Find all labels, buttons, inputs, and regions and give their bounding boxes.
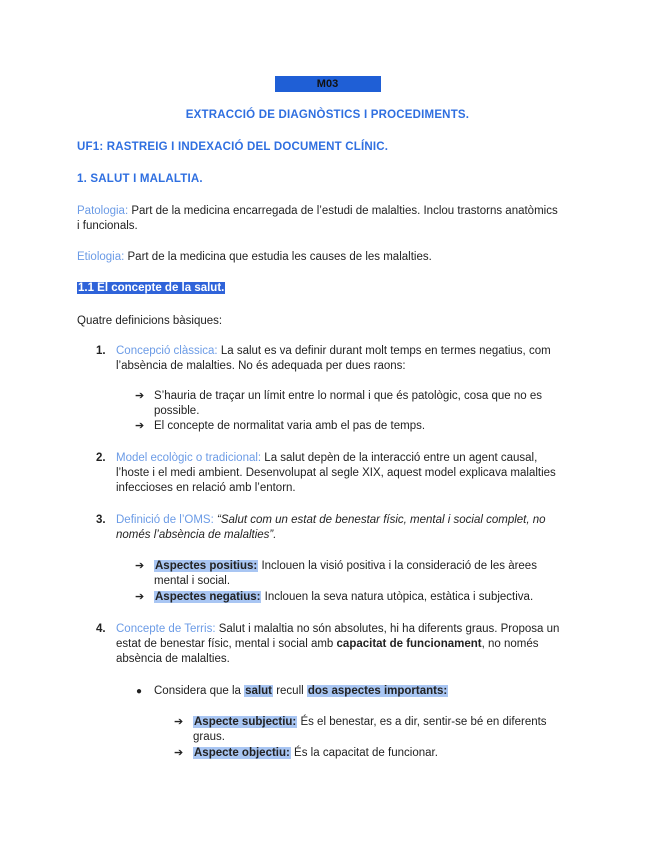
list-item-cont: l’absència de malalties. No és adequada per dues raons: — [116, 360, 406, 372]
bullet-icon: ● — [136, 686, 143, 697]
definition-text: Part de la medicina encarregada de l’estudi de malalties. Inclou trastorns anatòmics — [128, 205, 558, 217]
highlighted-term: dos aspectes importants: — [307, 685, 448, 697]
sub-item: Aspecte objectiu: És la capacitat de funcionar. — [194, 747, 438, 759]
highlighted-term: Aspecte subjectiu: — [194, 716, 297, 728]
arrow-icon: ➔ — [174, 747, 184, 759]
definition-patologia — [77, 204, 558, 219]
arrow-icon: ➔ — [174, 716, 184, 728]
list-item: Concepte de Terris: Salut i malaltia no són absolutes, hi ha diferents graus. Proposa un — [116, 623, 560, 635]
document-title: EXTRACCIÓ DE DIAGNÒSTICS I PROCEDIMENTS. — [185, 109, 470, 121]
sub-item-cont: mental i social. — [154, 575, 231, 587]
arrow-icon: ➔ — [135, 420, 145, 432]
sub-item: Aspectes negatius: Inclouen la seva natura utòpica, estàtica i subjectiva. — [155, 591, 534, 603]
subsection-heading — [77, 281, 225, 296]
item-number: 4. — [96, 623, 106, 635]
definition-patologia-cont: i funcionals. — [77, 220, 138, 232]
definition-term: Etiologia: — [77, 251, 125, 263]
list-item: Concepció clàssica: La salut es va definir durant molt temps en termes negatius, com — [116, 345, 551, 357]
unit-heading: UF1: RASTREIG I INDEXACIÓ DEL DOCUMENT CLÍNIC. — [77, 141, 389, 153]
bullet-item: Considera que la salut recull dos aspectes importants: — [154, 685, 448, 697]
list-item-cont: estat de benestar físic, mental i social amb capacitat de funcionament, no només — [116, 638, 539, 650]
item-term: Concepció clàssica: — [116, 345, 218, 357]
definition-term: Patologia: — [77, 205, 129, 217]
list-item: Definició de l’OMS: “Salut com un estat de benestar físic, mental i social complet, no — [116, 514, 546, 526]
definition-etiologia — [77, 250, 432, 265]
item-number: 2. — [96, 452, 106, 464]
sub-item: El concepte de normalitat varia amb el pas de temps. — [154, 420, 426, 432]
arrow-icon: ➔ — [135, 560, 145, 572]
highlighted-term: Aspecte objectiu: — [194, 747, 290, 759]
definition-text: Part de la medicina que estudia les causes de les malalties. — [124, 251, 432, 263]
arrow-icon: ➔ — [135, 390, 145, 402]
list-item-cont: només l’absència de malalties”. — [116, 529, 277, 541]
module-badge: M03 — [275, 76, 381, 92]
list-item-cont: l’hoste i el medi ambient. Desenvolupat al segle XIX, aquest model explicava malalties — [116, 467, 556, 479]
highlighted-term: Aspectes positius: — [155, 560, 258, 572]
highlighted-term: Aspectes negatius: — [155, 591, 261, 603]
item-term: Model ecològic o tradicional: — [116, 452, 262, 464]
item-number: 3. — [96, 514, 106, 526]
highlighted-heading: 1.1 El concepte de la salut. — [78, 282, 225, 294]
item-term: Definició de l’OMS: — [116, 514, 214, 526]
sub-item: S’hauria de traçar un límit entre lo normal i que és patològic, cosa que no es — [154, 390, 543, 402]
intro-text: Quatre definicions bàsiques: — [77, 315, 223, 327]
highlighted-term: salut — [245, 685, 272, 697]
list-item: Model ecològic o tradicional: La salut depèn de la interacció entre un agent causal, — [116, 452, 538, 464]
item-term: Concepte de Terris: — [116, 623, 216, 635]
sub-item-cont: graus. — [193, 731, 225, 743]
module-header — [0, 76, 655, 92]
item-number: 1. — [96, 345, 106, 357]
sub-item-cont: possible. — [154, 405, 200, 417]
sub-item: Aspecte subjectiu: És el benestar, es a dir, sentir-se bé en diferents — [194, 716, 547, 728]
list-item-cont: absència de malalties. — [116, 653, 230, 665]
sub-item: Aspectes positius: Inclouen la visió positiva i la consideració de les àrees — [155, 560, 537, 572]
list-item-cont: infeccioses en relació amb l’entorn. — [116, 482, 296, 494]
section-heading: 1. SALUT I MALALTIA. — [77, 173, 203, 185]
arrow-icon: ➔ — [135, 591, 145, 603]
